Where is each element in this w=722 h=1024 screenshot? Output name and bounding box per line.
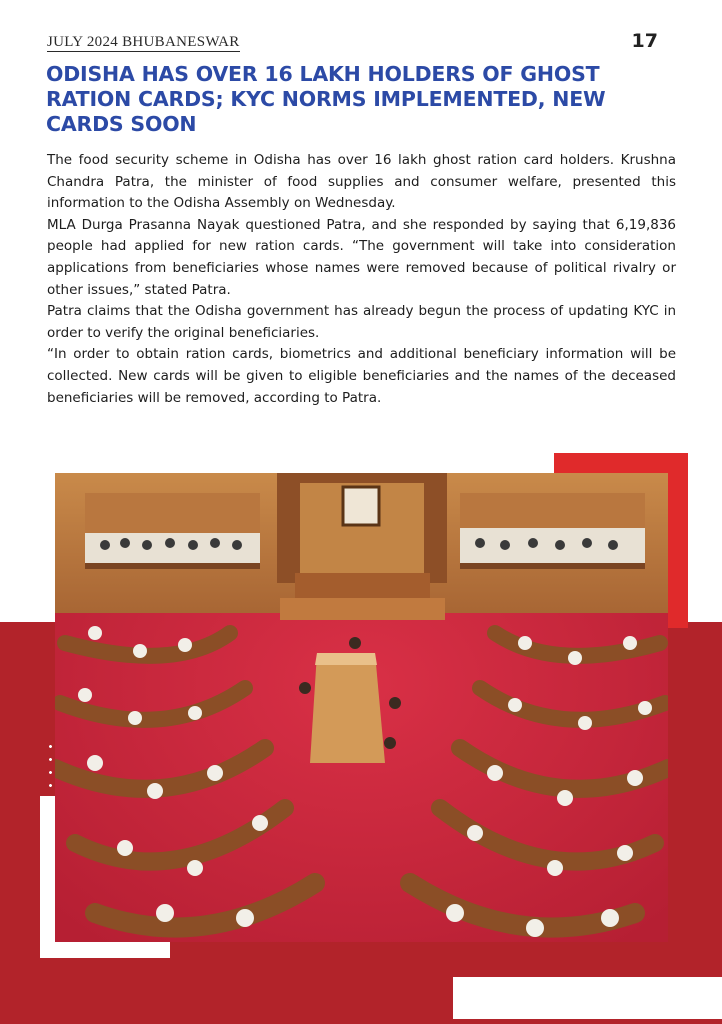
headline: ODISHA HAS OVER 16 LAKH HOLDERS OF GHOST RATION CARDS; KYC NORMS IMPLEMENTED, NEW CARDS SOON [46,62,606,136]
masthead: JULY 2024 BHUBANESWAR [47,34,240,50]
article-paragraph: The food security scheme in Odisha has over 16 lakh ghost ration card holders. Krushna Chandra Patra, the minister of food supplies and consumer welfare, presented this information to the Odisha Assembly on Wednesday. [47,152,676,212]
article-paragraph: “In order to obtain ration cards, biometrics and additional beneficiary information will be collected. New cards will be given to eligible beneficiaries and the names of the deceased beneficiaries will be removed, according to Patra. [47,346,676,406]
article-body [47,150,676,409]
article-paragraph: Patra claims that the Odisha government has already begun the process of updating KYC in order to verify the original beneficiaries. [47,303,676,341]
decorative-white-bar [453,977,722,1019]
assembly-hall-photo [55,473,668,942]
page-number: 17 [631,30,658,52]
article-paragraph: MLA Durga Prasanna Nayak questioned Patra, and she responded by saying that 6,19,836 people had applied for new ration cards. “The government will take into consideration applications from beneficiaries whose names were removed because of political rivalry or other issues,” stated Patra. [47,216,676,298]
